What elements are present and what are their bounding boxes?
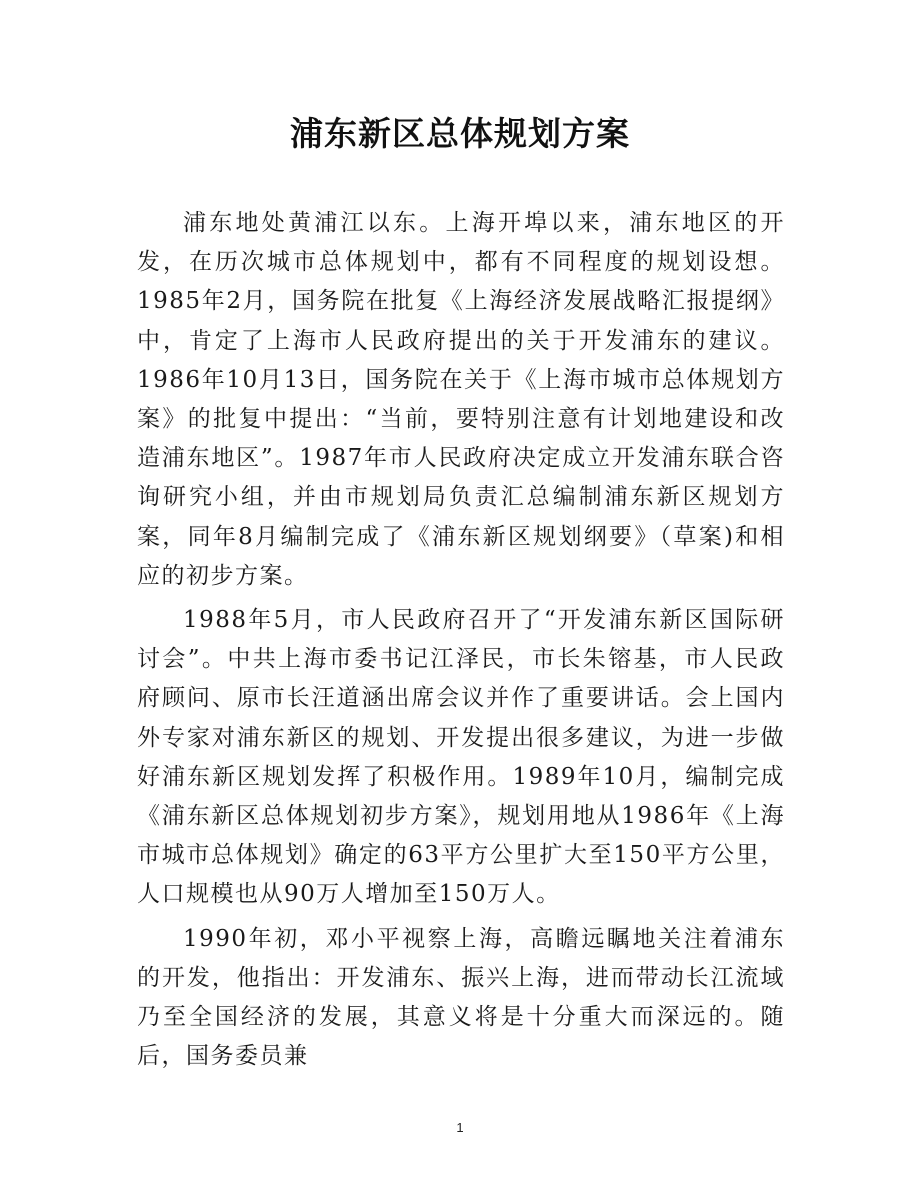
document-title: 浦东新区总体规划方案 xyxy=(290,114,630,153)
paragraph-1: 浦东地处黄浦江以东。上海开埠以来，浦东地区的开发，在历次城市总体规划中，都有不同程度的规划设想。1985年2月，国务院在批复《上海经济发展战略汇报提纲》中，肯定了上海市人民政府提出的关于开发浦东的建议。1986年10月13日，国务院在关于《上海市城市总体规划方案》的批复中提出：“当前，要特别注意有计划地建设和改造浦东地区”。1987年市人民政府决定成立开发浦东联合咨询研究小组，并由市规划局负责汇总编制浦东新区规划方案，同年8月编制完成了《浦东新区规划纲要》（草案)和相应的初步方案。 xyxy=(137,210,785,589)
document-body xyxy=(137,204,785,1081)
paragraph-3: 1990年初，邓小平视察上海，高瞻远瞩地关注着浦东的开发，他指出：开发浦东、振兴上海，进而带动长江流域乃至全国经济的发展，其意义将是十分重大而深远的。随后，国务委员兼 xyxy=(137,925,785,1070)
page-number: 1 xyxy=(456,1120,464,1135)
paragraph-2: 1988年5月，市人民政府召开了“开发浦东新区国际研讨会”。中共上海市委书记江泽民，市长朱镕基，市人民政府顾问、原市长汪道涵出席会议并作了重要讲话。会上国内外专家对浦东新区的规划、开发提出很多建议，为进一步做好浦东新区规划发挥了积极作用。1989年10月，编制完成《浦东新区总体规划初步方案》，规划用地从1986年《上海市城市总体规划》确定的63平方公里扩大至150平方公里，人口规模也从90万人增加至150万人。 xyxy=(137,607,785,908)
